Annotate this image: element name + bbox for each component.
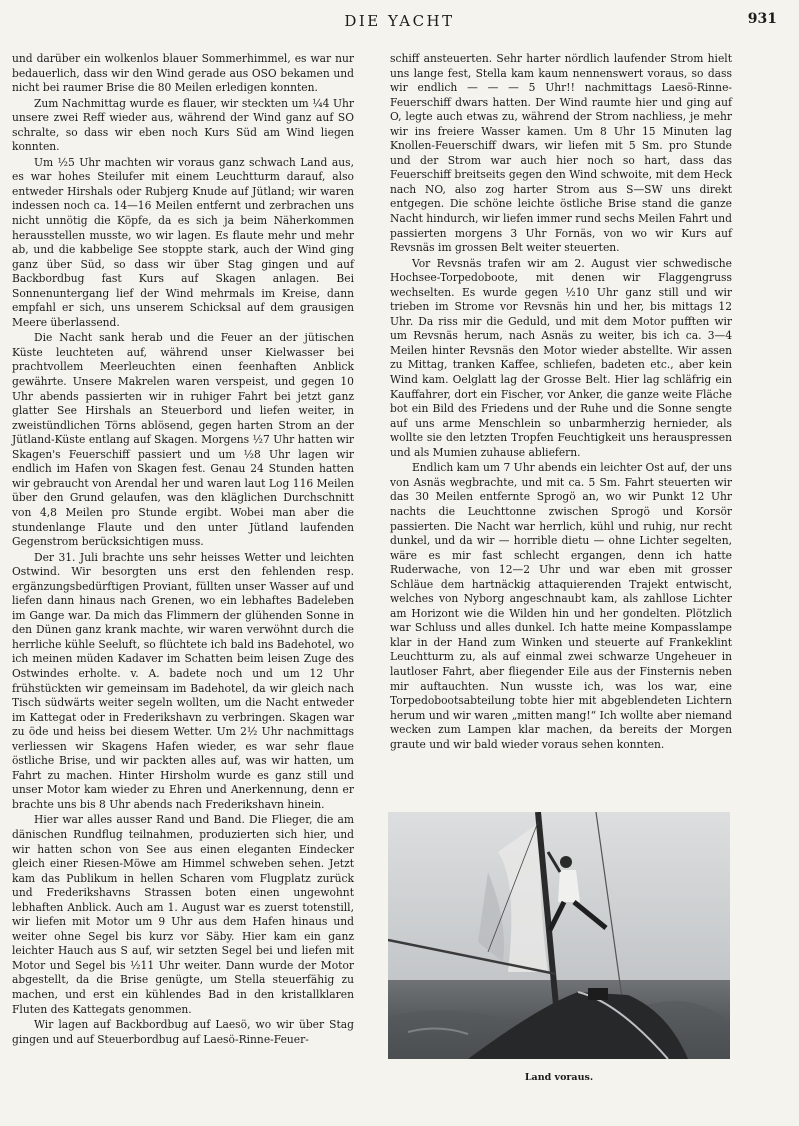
paragraph: Vor Revsnäs trafen wir am 2. August vier schwedische Hochsee-Torpedoboote, mit denen wir Flaggengruss wechselten. Es wurde gegen ½10 Uhr ganz still und wir trieben im Strome vor Revsnäs hin und her, bis mittags 12 Uhr. Da riss mir die Geduld, und mit dem Motor pufften wir um Revsnäs herum, nach Asnäs zu weiter, bis ich ca. 3—4 Meilen hinter Revsnäs den Motor wieder abstellte. Wir assen zu Mittag, tranken Kaffee, schliefen, badeten etc., aber kein Wind kam. Oelglatt lag der Grosse Belt. Hier lag schläfrig ein Kauffahrer, dort ein Fischer, vor Anker, die ganze weite Fläche bot ein Bild des Friedens und der Ruhe und die Sonne sengte auf uns arme Menschlein so unbarmherzig hernieder, als wollte sie den letzten Tropfen Feuchtigkeit uns herauspressen und als Mumien zuhause abliefern. (390, 256, 732, 459)
paragraph: Um ½5 Uhr machten wir voraus ganz schwach Land aus, es war hohes Steilufer mit einem Leuchtturm darauf, also entweder Hirshals oder Rubjerg Knude auf Jütland; wir waren indessen noch ca. 14—16 Meilen entfernt und zerbrachen uns nicht unnötig die Köpfe, da es sich ja beim Näherkommen herausstellen musste, wo wir lagen. Es flaute mehr und mehr ab, und die kabbelige See stoppte stark, auch der Wind ging ganz über Süd, so dass wir über Stag gingen und auf Backbordbug fast Kurs auf Skagen anlagen. Bei Sonnenuntergang lief der Wind mehrmals im Kreise, dann empfahl er sich, uns unserem Schicksal auf dem grausigen Meere überlassend. (12, 155, 354, 329)
paragraph: Die Nacht sank herab und die Feuer an der jütischen Küste leuchteten auf, während unser Kielwasser bei prachtvollem Meerleuchten einen feenhaften Anblick gewährte. Unsere Makrelen waren verspeist, und gegen 10 Uhr abends passierten wir in ruhiger Fahrt bei jetzt ganz glatter See Hirshals an Steuerbord und liefen weiter, in zweistündlichen Törns ablösend, gegen harten Strom an der Jütland-Küste entlang auf Skagen. Morgens ½7 Uhr hatten wir Skagen's Feuerschiff passiert und um ½8 Uhr lagen wir endlich im Hafen von Skagen fest. Genau 24 Stunden hatten wir gebraucht von Arendal her und waren laut Log 116 Meilen über den Grund gelaufen, was den kläglichen Durchschnitt von 4,8 Meilen pro Stunde ergibt. Wobei man aber die stundenlange Flaute und den unter Jütland laufenden Gegenstrom berücksichtigen muss. (12, 331, 354, 549)
paragraph: und darüber ein wolkenlos blauer Sommerhimmel, es war nur bedauerlich, dass wir den Wind gerade aus OSO bekamen und nicht bei raumer Brise die 80 Meilen erledigen konnten. (12, 52, 354, 95)
journal-title: DIE YACHT (344, 12, 455, 30)
paragraph: Endlich kam um 7 Uhr abends ein leichter Ost auf, der uns von Asnäs wegbrachte, und mit ca. 5 Sm. Fahrt steuerten wir das 30 Meilen entfernte Sprogö an, wo wir Punkt 12 Uhr nachts die Leuchttonne zwischen Sprogö und Korsör passierten. Die Nacht war herrlich, kühl und ruhig, nur recht dunkel, und da wir — horrible dietu — ohne Lichter segelten, wäre es mir fast schlecht ergangen, denn ich hatte Ruderwache, von 12—2 Uhr und war eben mit grosser Schläue dem hartnäckig attaquierenden Trajekt entwischt, welches von Nyborg angeschnaubt kam, als zahllose Lichter am Horizont wie die Wilden hin und her gondelten. Plötzlich war Schluss und alles dunkel. Ich hatte meine Kompasslampe klar in der Hand zum Winken und steuerte auf Frankeklint Leuchtturm zu, als auf einmal zwei schwarze Ungeheuer in lautloser Fahrt, aber fliegender Eile aus der Finsternis neben mir auftauchten. Nun wusste ich, was los war, eine Torpedobootsabteilung tobte hier mit abgeblendeten Lichtern herum und wir waren „mitten mang!“ Ich wollte aber niemand wecken zum Lampen klar machen, da bereits der Morgen graute und wir bald wieder voraus sehen konnten. (390, 461, 732, 751)
figure-caption: Land voraus. (524, 1072, 594, 1083)
sailboat-bow-image (388, 812, 730, 1059)
paragraph: Wir lagen auf Backbordbug auf Laesö, wo wir über Stag gingen und auf Steuerbordbug auf Laesö-Rinne-Feuer- (12, 1018, 354, 1046)
paragraph: Zum Nachmittag wurde es flauer, wir steckten um ¼4 Uhr unsere zwei Reff wieder aus, während der Wind ganz auf SO schralte, so dass wir eben noch Kurs Süd am Wind liegen konnten. (12, 96, 354, 154)
page-header (0, 10, 799, 34)
paragraph: Hier war alles ausser Rand und Band. Die Flieger, die am dänischen Rundflug teilnahmen, produzierten sich hier, und wir hatten schon von See aus einen eleganten Eindecker gleich einer Riesen-Möwe am Himmel schweben sehen. Jetzt kam das Publikum in hellen Scharen vom Flugplatz zurück und Frederikshavns Strassen boten einen ungewohnt lebhaften Anblick. Auch am 1. August war es zuerst totenstill, wir liefen mit Motor um 9 Uhr aus dem Hafen hinaus und weiter ohne Segel bis kurz vor Säby. Hier kam ein ganz leichter Hauch aus S auf, wir setzten Segel bei und liefen mit Motor und Segel bis ½11 Uhr weiter. Dann wurde der Motor abgestellt, da die Brise genügte, um Stella steuerfähig zu machen, und erst ein kühlendes Bad in den kristallklaren Fluten des Kattegats genommen. (12, 813, 354, 1016)
paragraph: Der 31. Juli brachte uns sehr heisses Wetter und leichten Ostwind. Wir besorgten uns erst den fehlenden resp. ergänzungsbedürftigen Proviant, füllten unser Wasser auf und liefen dann hinaus nach Grenen, wo ein lebhaftes Badeleben im Gange war. Da mich das Flimmern der glühenden Sonne in den Dünen ganz krank machte, wir waren verwöhnt durch die herrliche kühle Seeluft, so flüchtete ich bald ins Badehotel, wo ich meinen müden Kadaver im Schatten beim leisen Zuge des Ostwindes erholte. v. A. badete noch und um 12 Uhr frühstückten wir gemeinsam im Badehotel, da wir gleich nach Tisch südwärts weiter segeln wollten, um die Nacht entweder im Kattegat oder in Frederikshavn zu verbringen. Skagen war zu öde und heiss bei diesem Wetter. Um 2½ Uhr nachmittags verliessen wir Skagens Hafen wieder, es war sehr flaue östliche Brise, und wir packten alles auf, was wir hatten, um Fahrt zu machen. Hinter Hirsholm wurde es ganz still und unser Motor kam wieder zu Ehren und Anerkennung, denn er brachte uns bis 8 Uhr abends nach Frederikshavn hinein. (12, 550, 354, 811)
paragraph: schiff ansteuerten. Sehr harter nördlich laufender Strom hielt uns lange fest, Stella kam kaum nennenswert voraus, so dass wir endlich — — — 5 Uhr!! nachmittags Laesö-Rinne-Feuerschiff dwars hatten. Der Wind raumte hier und ging auf O, legte auch etwas zu, während der Strom nachliess, je mehr wir ins freiere Wasser kamen. Um 8 Uhr 15 Minuten lag Knollen-Feuerschiff dwars, wir liefen mit 5 Sm. pro Stunde und der Strom war auch hier noch so hart, dass das Feuerschiff breitseits gegen den Wind schwoite, mit dem Heck nach NO, also zog harter Strom aus S—SW uns direkt entgegen. Die schöne leichte östliche Brise stand die ganze Nacht hindurch, wir liefen immer rund sechs Meilen Fahrt und passierten morgens 3 Uhr Fornäs, von wo wir Kurs auf Revsnäs im grossen Belt weiter steuerten. (390, 52, 733, 255)
right-column (390, 52, 732, 752)
page-number: 931 (747, 11, 777, 27)
sailing-photo (388, 812, 730, 1059)
left-column (12, 52, 354, 1047)
